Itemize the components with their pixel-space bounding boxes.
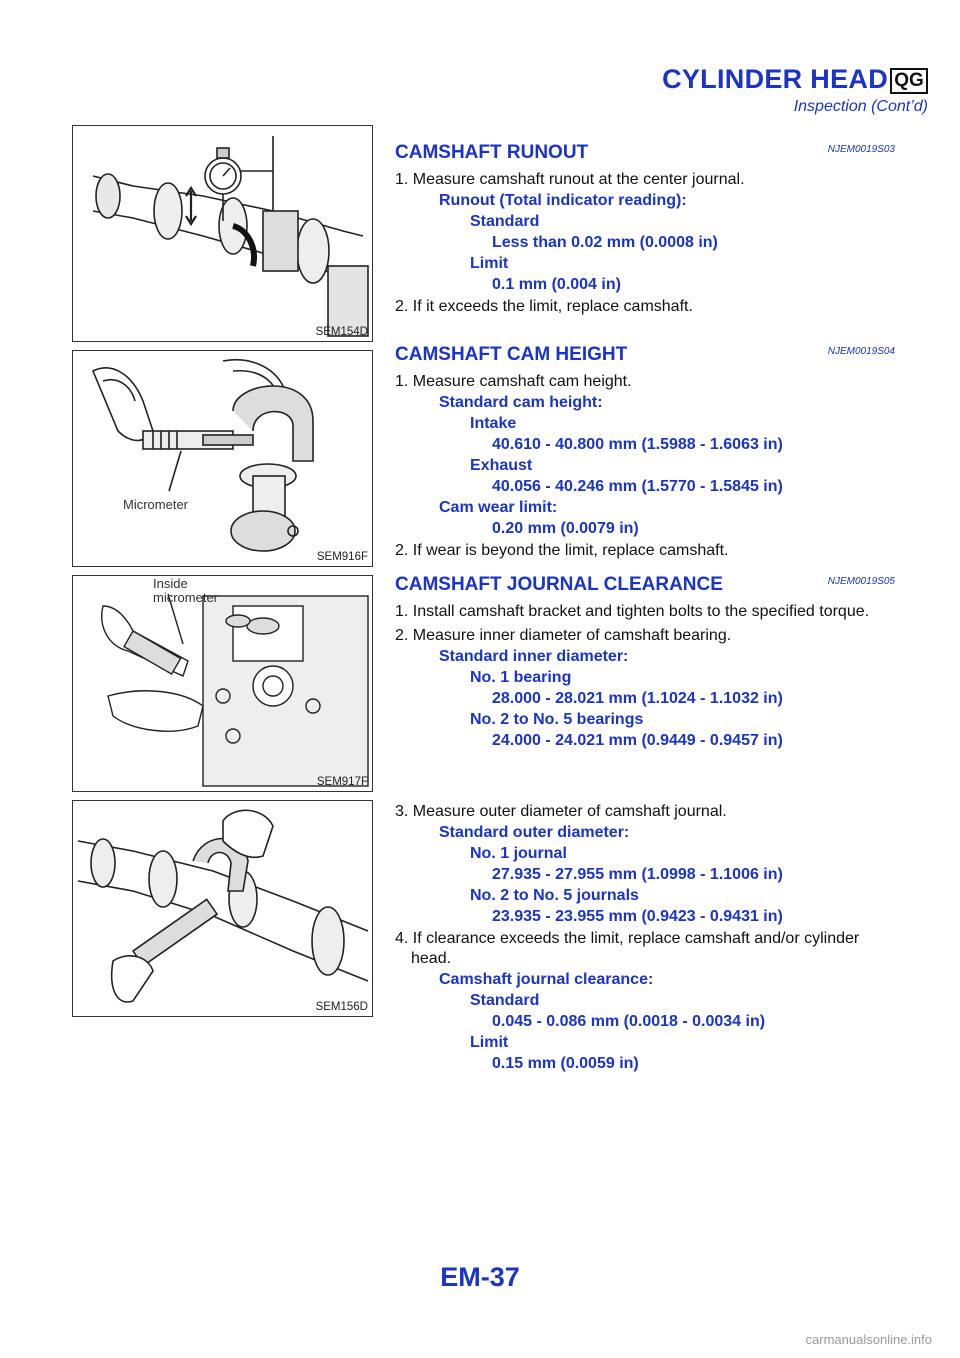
spec-value: 23.935 - 23.955 mm (0.9423 - 0.9431 in)	[492, 908, 783, 925]
outside-micrometer-illustration	[73, 801, 372, 1016]
section-title: CAMSHAFT CAM HEIGHT	[395, 344, 628, 365]
step-text: 1. Install camshaft bracket and tighten bolts to the specified torque.	[395, 603, 870, 620]
figure-caption: SEM916F	[316, 551, 368, 563]
spec-label: No. 1 journal	[470, 845, 567, 862]
spec-label: Cam wear limit:	[439, 499, 558, 516]
section-id: NJEM0019S04	[827, 346, 895, 357]
inside-micrometer-label-line2: micrometer	[153, 590, 219, 605]
spec-value: 0.1 mm (0.004 in)	[492, 276, 621, 293]
spec-title: Camshaft journal clearance:	[439, 971, 654, 988]
page-subtitle: Inspection (Cont’d)	[793, 98, 928, 115]
spec-value: 0.15 mm (0.0059 in)	[492, 1055, 639, 1072]
spec-title: Standard inner diameter:	[439, 648, 629, 665]
step-text: 3. Measure outer diameter of camshaft journal.	[395, 803, 727, 820]
step-text: 4. If clearance exceeds the limit, replace camshaft and/or cylinder head.	[395, 930, 860, 967]
micrometer-illustration	[73, 351, 372, 566]
spec-label: Limit	[470, 255, 509, 272]
section-id: NJEM0019S03	[827, 144, 895, 155]
spec-label: No. 2 to No. 5 journals	[470, 887, 639, 904]
inside-micrometer-label-line1: Inside	[153, 576, 188, 591]
step-text: 2. Measure inner diameter of camshaft bearing.	[395, 627, 732, 644]
spec-value: 0.20 mm (0.0079 in)	[492, 520, 639, 537]
step-text: 1. Measure camshaft cam height.	[395, 373, 632, 390]
engine-code-badge: QG	[890, 68, 928, 94]
spec-title: Standard cam height:	[439, 394, 603, 411]
spec-label: Exhaust	[470, 457, 533, 474]
spec-value: 24.000 - 24.021 mm (0.9449 - 0.9457 in)	[492, 732, 783, 749]
spec-value: 28.000 - 28.021 mm (1.1024 - 1.1032 in)	[492, 690, 783, 707]
spec-label: No. 1 bearing	[470, 669, 572, 686]
spec-value: Less than 0.02 mm (0.0008 in)	[492, 234, 718, 251]
step-text: 2. If it exceeds the limit, replace camshaft.	[395, 298, 693, 315]
step-text: 1. Measure camshaft runout at the center journal.	[395, 171, 745, 188]
section-title: CAMSHAFT RUNOUT	[395, 142, 589, 163]
section-outer-diameter	[395, 800, 895, 1074]
section-id: NJEM0019S05	[827, 576, 895, 587]
dial-indicator-illustration	[73, 126, 372, 341]
section-journal-clearance	[395, 574, 895, 751]
spec-title: Runout (Total indicator reading):	[439, 192, 687, 209]
figure-cam-height	[72, 350, 373, 567]
spec-value: 0.045 - 0.086 mm (0.0018 - 0.0034 in)	[492, 1013, 766, 1030]
spec-label: Standard	[470, 213, 540, 230]
spec-value: 40.056 - 40.246 mm (1.5770 - 1.5845 in)	[492, 478, 783, 495]
step-text: 2. If wear is beyond the limit, replace camshaft.	[395, 542, 729, 559]
spec-value: 27.935 - 27.955 mm (1.0998 - 1.1006 in)	[492, 866, 783, 883]
spec-label: No. 2 to No. 5 bearings	[470, 711, 644, 728]
spec-label: Intake	[470, 415, 517, 432]
spec-label: Limit	[470, 1034, 509, 1051]
page-header	[0, 62, 960, 122]
page-title: CYLINDER HEAD	[662, 64, 888, 94]
inside-micrometer-illustration	[73, 576, 372, 791]
watermark[interactable]: carmanualsonline.info	[805, 1332, 932, 1347]
figure-caption: SEM917F	[316, 776, 368, 788]
figure-caption: SEM156D	[315, 1001, 368, 1013]
figure-journal-clearance	[72, 575, 373, 792]
page-number: EM-37	[440, 1262, 520, 1292]
micrometer-label: Micrometer	[123, 497, 189, 512]
section-title: CAMSHAFT JOURNAL CLEARANCE	[395, 574, 723, 595]
spec-value: 40.610 - 40.800 mm (1.5988 - 1.6063 in)	[492, 436, 783, 453]
figure-camshaft-runout	[72, 125, 373, 342]
section-cam-height	[395, 344, 895, 561]
figure-caption: SEM154D	[315, 326, 368, 338]
spec-label: Standard	[470, 992, 540, 1009]
spec-title: Standard outer diameter:	[439, 824, 630, 841]
figure-outer-diameter	[72, 800, 373, 1017]
section-camshaft-runout	[395, 142, 895, 317]
